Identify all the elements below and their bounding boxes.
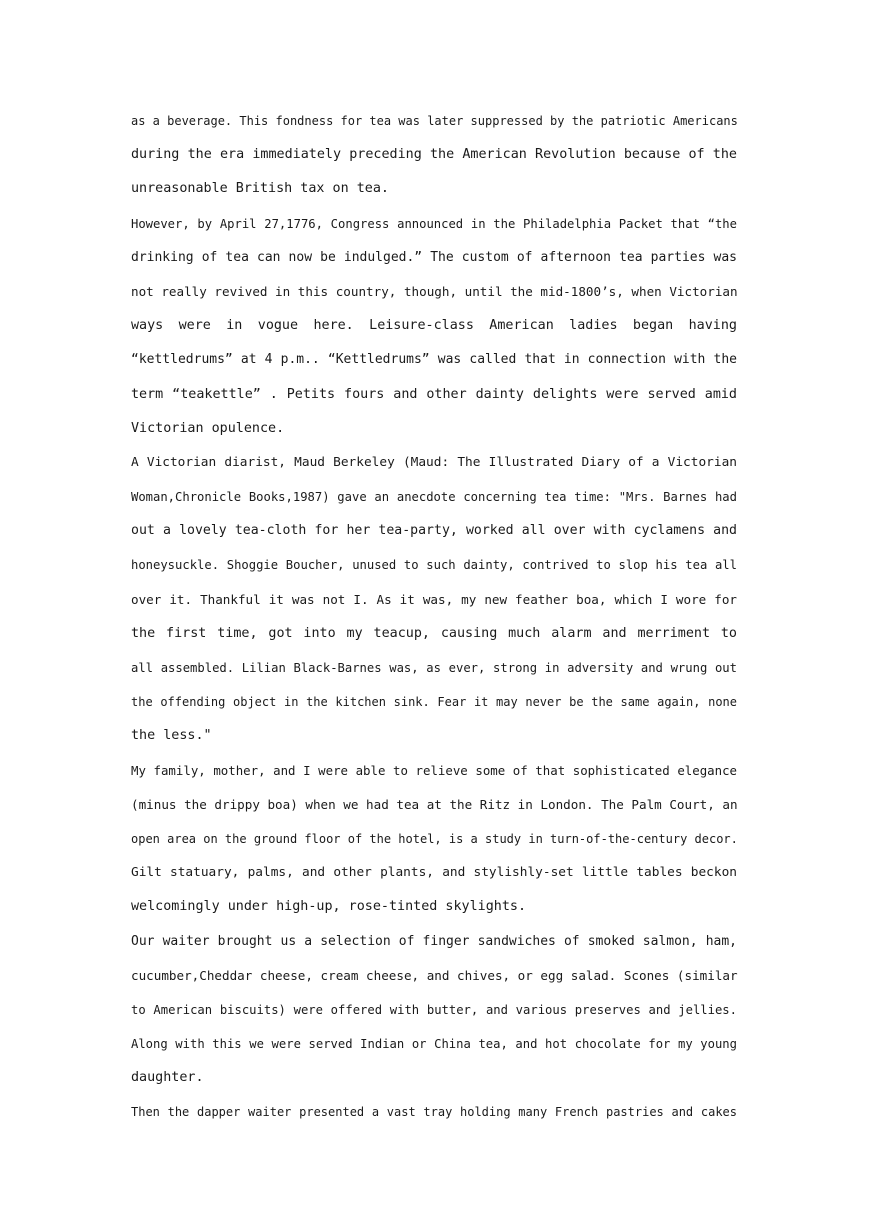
text-line: welcomingly under high-up, rose-tinted skylights. [131, 899, 527, 915]
document-page [131, 104, 737, 1130]
text-line: However, by April 27,1776, Congress announced in the Philadelphia Packet that “the [131, 216, 737, 231]
text-line: out a lovely tea-cloth for her tea-party, worked all over with cyclamens and [131, 523, 737, 539]
text-line: the less." [131, 728, 212, 744]
text-line: open area on the ground floor of the hotel, is a study in turn-of-the-century decor. [131, 831, 738, 846]
text-line: Along with this we were served Indian or China tea, and hot chocolate for my young [131, 1037, 737, 1052]
text-line: Victorian opulence. [131, 420, 285, 436]
text-line: Gilt statuary, palms, and other plants, and stylishly-set little tables beckon [131, 865, 737, 881]
text-line: not really revived in this country, though, until the mid-1800’s, when Victorian [131, 283, 738, 299]
text-line: to American biscuits) were offered with butter, and various preserves and jellies. [131, 1002, 737, 1017]
text-line: the first time, got into my teacup, causing much alarm and merriment to [131, 625, 737, 641]
text-line: cucumber,Cheddar cheese, cream cheese, and chives, or egg salad. Scones (similar [131, 967, 738, 983]
text-line: during the era immediately preceding the American Revolution because of the [131, 147, 737, 163]
text-line: “kettledrums” at 4 p.m.. “Kettledrums” was called that in connection with the [131, 352, 737, 368]
text-line: Our waiter brought us a selection of finger sandwiches of smoked salmon, ham, [131, 933, 737, 949]
text-line: daughter. [131, 1070, 204, 1086]
text-line: Woman,Chronicle Books,1987) gave an anecdote concerning tea time: "Mrs. Barnes had [131, 490, 737, 505]
text-line: (minus the drippy boa) when we had tea at the Ritz in London. The Palm Court, an [131, 796, 738, 812]
text-line: term “teakettle” . Petits fours and other dainty delights were served amid [131, 386, 737, 402]
text-line: drinking of tea can now be indulged.” The custom of afternoon tea parties was [131, 249, 737, 265]
text-line: My family, mother, and I were able to relieve some of that sophisticated elegance [131, 762, 737, 778]
text-line: as a beverage. This fondness for tea was later suppressed by the patriotic Americans [131, 114, 738, 128]
text-line: over it. Thankful it was not I. As it was, my new feather boa, which I wore for [131, 591, 737, 607]
text-line: Then the dapper waiter presented a vast tray holding many French pastries and cakes [131, 1105, 737, 1120]
text-line: the offending object in the kitchen sink. Fear it may never be the same again, none [131, 695, 737, 710]
text-line: unreasonable British tax on tea. [131, 181, 389, 197]
text-line: A Victorian diarist, Maud Berkeley (Maud: The Illustrated Diary of a Victorian [131, 454, 737, 470]
text-line: honeysuckle. Shoggie Boucher, unused to such dainty, contrived to slop his tea all [131, 558, 737, 573]
text-line: all assembled. Lilian Black-Barnes was, as ever, strong in adversity and wrung out [131, 661, 737, 675]
text-line: ways were in vogue here. Leisure-class American ladies began having [131, 318, 737, 334]
